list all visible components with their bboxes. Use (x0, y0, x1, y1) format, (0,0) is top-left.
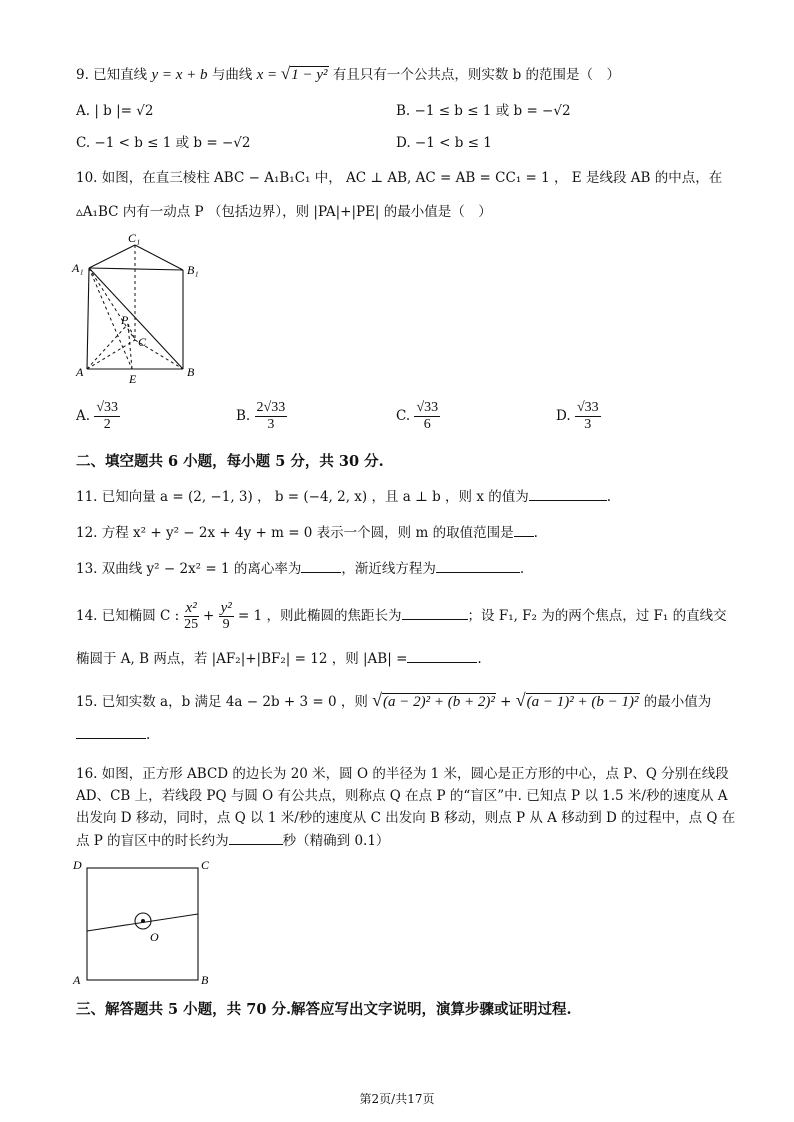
q9-stem-text: 9. 已知直线 (76, 67, 152, 83)
q9-option-d: D. −1 < b ≤ 1 (396, 135, 492, 151)
q15-end: . (146, 727, 151, 743)
q15-radicand-2: (a − 1)² + (b − 1)² (526, 694, 639, 710)
q14-text: 14. 已知椭圆 C : (76, 608, 180, 624)
q10-option-d-label: D. (556, 408, 571, 424)
label-A1: A₁ (72, 261, 84, 275)
q11-text: 11. 已知向量 a = (2, −1, 3) ， b = (−4, 2, x) ，且 a ⊥ b ，则 x 的值为 (76, 489, 529, 505)
q10-option-b (236, 400, 287, 433)
label-A: A (76, 365, 84, 379)
q10-option-c (396, 400, 440, 433)
q9-stem: 9. 已知直线 y = x + b 与曲线 x = √1 − y² 有且只有一个公共点，则实数 b 的范围是（ ） (76, 64, 621, 83)
q10-option-b-fraction (255, 400, 288, 433)
label-B: B (187, 365, 195, 379)
q10-option-a-den: 2 (103, 417, 111, 432)
q11 (76, 486, 611, 507)
q12-end: . (533, 525, 538, 541)
q16-line2: AD、CB 上，若线段 PQ 与圆 O 有公共点，则称点 Q 在点 P 的“盲区”中. 已知点 P 以 1.5 米/秒的速度从 A (76, 788, 728, 804)
q12-answer-blank (514, 522, 534, 537)
q9-option-c: C. −1 < b ≤ 1 或 b = −√2 (76, 135, 251, 151)
q10-option-d (556, 400, 601, 433)
label-C1: C₁ (128, 231, 141, 245)
q9-option-b: B. −1 ≤ b ≤ 1 或 b = −√2 (396, 103, 571, 119)
q10-option-a-num: √33 (96, 400, 119, 415)
q9-curve-radicand: 1 − y² (291, 67, 328, 83)
label-B1: B₁ (187, 263, 199, 277)
q9-option-a: A. | b |= √2 (76, 103, 154, 119)
q10-option-c-den: 6 (423, 417, 431, 432)
label-A: A (73, 973, 81, 987)
q13 (76, 558, 524, 579)
label-C: C (201, 858, 210, 872)
q10-option-d-fraction (575, 400, 601, 433)
q15-line2 (76, 724, 150, 745)
q16-line3: 出发向 D 移动，同时，点 Q 以 1 米/秒的速度从 C 出发向 B 移动，则点 P 从 A 移动到 D 的过程中，点 Q 在 (76, 810, 736, 826)
q13-answer-blank-2 (436, 558, 520, 573)
q14-text-3: ；设 F₁, F₂ 为的两个焦点，过 F₁ 的直线交 (467, 608, 727, 624)
q10-option-d-num: √33 (576, 400, 599, 415)
q10-option-a-label: A. (76, 408, 91, 424)
q13-text: 13. 双曲线 y² − 2x² = 1 的离心率为 (76, 561, 302, 577)
q13-end: . (519, 561, 525, 577)
q15-text-2: 的最小值为 (639, 694, 712, 710)
q10-option-c-fraction (414, 400, 440, 433)
q11-end: . (606, 489, 612, 505)
q14-line2-text: 椭圆于 A, B 两点，若 |AF₂|+|BF₂| = 12 ，则 |AB| = (76, 651, 408, 667)
label-P: P (121, 313, 129, 327)
label-C: C (138, 335, 147, 349)
q10-option-c-num: √33 (416, 400, 439, 415)
q14-answer-blank-1 (402, 605, 468, 620)
q9-curve-lhs: x = (256, 67, 281, 83)
q10-option-a-fraction (94, 400, 120, 433)
q14-plus: + (198, 608, 219, 624)
q16-line4 (76, 830, 389, 851)
page-footer: 第2页/共17页 (359, 1092, 435, 1106)
q12-text: 12. 方程 x² + y² − 2x + 4y + m = 0 表示一个圆，则 m 的取值范围是 (76, 525, 514, 541)
square-figure (70, 856, 220, 990)
label-O: O (150, 930, 159, 944)
q9-line-equation: y = x + b (151, 67, 208, 83)
q10-option-d-den: 3 (584, 417, 592, 432)
q16-line1: 16. 如图，正方形 ABCD 的边长为 20 米，圆 O 的半径为 1 米，圆心是正方形的中心，点 P、Q 分别在线段 (76, 766, 729, 782)
label-E: E (129, 372, 137, 386)
q11-answer-blank (529, 486, 607, 501)
q14-fraction-y (219, 600, 234, 633)
q14-fraction-x-num: x² (185, 600, 197, 616)
q15-text: 15. 已知实数 a，b 满足 4a − 2b + 3 = 0 ，则 (76, 694, 373, 710)
q14-text-2: = 1 ，则此椭圆的焦距长为 (233, 608, 402, 624)
q14-fraction-x (184, 600, 199, 633)
q13-text-2: ，渐近线方程为 (341, 561, 436, 577)
q12 (76, 522, 538, 543)
prism-figure (70, 228, 210, 390)
q10-option-b-num: 2√33 (256, 400, 286, 415)
q9-stem-text-3: 有且只有一个公共点，则实数 b 的范围是（ ） (328, 67, 621, 83)
q14-fraction-x-den: 25 (184, 617, 199, 632)
q16-line4-text: 点 P 的盲区中的时长约为 (76, 833, 229, 849)
q14-line2 (76, 648, 482, 669)
q16-line4-text-2: 秒（精确到 0.1） (282, 833, 390, 849)
q14-fraction-y-den: 9 (222, 617, 230, 632)
section-2-heading: 二、填空题共 6 小题，每小题 5 分，共 30 分. (76, 453, 384, 470)
q10-option-a (76, 400, 120, 433)
q15-radicand-1: (a − 2)² + (b + 2)² (383, 694, 495, 710)
q14-end: . (477, 651, 482, 667)
q14-line1 (76, 598, 727, 634)
q10-stem-line2: ▵A₁BC 内有一动点 P （包括边界），则 |PA|+|PE| 的最小值是（ ） (76, 204, 492, 220)
q14-answer-blank-2 (407, 648, 477, 663)
q13-answer-blank-1 (301, 558, 341, 573)
q9-stem-text-2: 与曲线 (207, 67, 257, 83)
q10-option-c-label: C. (396, 408, 411, 424)
label-D: D (73, 858, 82, 872)
q15-answer-blank (76, 724, 146, 739)
q10-stem-line1: 10. 如图，在直三棱柱 ABC − A₁B₁C₁ 中， AC ⊥ AB, AC = AB = CC₁ = 1 ， E 是线段 AB 的中点，在 (76, 170, 723, 186)
section-3-heading: 三、解答题共 5 小题，共 70 分.解答应写出文字说明，演算步骤或证明过程. (76, 1001, 572, 1018)
q15-plus: + (495, 694, 516, 710)
q14-fraction-y-num: y² (220, 600, 232, 616)
q15: 15. 已知实数 a，b 满足 4a − 2b + 3 = 0 ，则 √(a − 2)² + (b + 2)² + √(a − 1)² + (b − 1)² 的最小值为 (76, 690, 712, 710)
label-B: B (201, 973, 209, 987)
q10-option-b-den: 3 (267, 417, 275, 432)
q10-option-b-label: B. (236, 408, 251, 424)
q16-answer-blank (229, 830, 283, 845)
